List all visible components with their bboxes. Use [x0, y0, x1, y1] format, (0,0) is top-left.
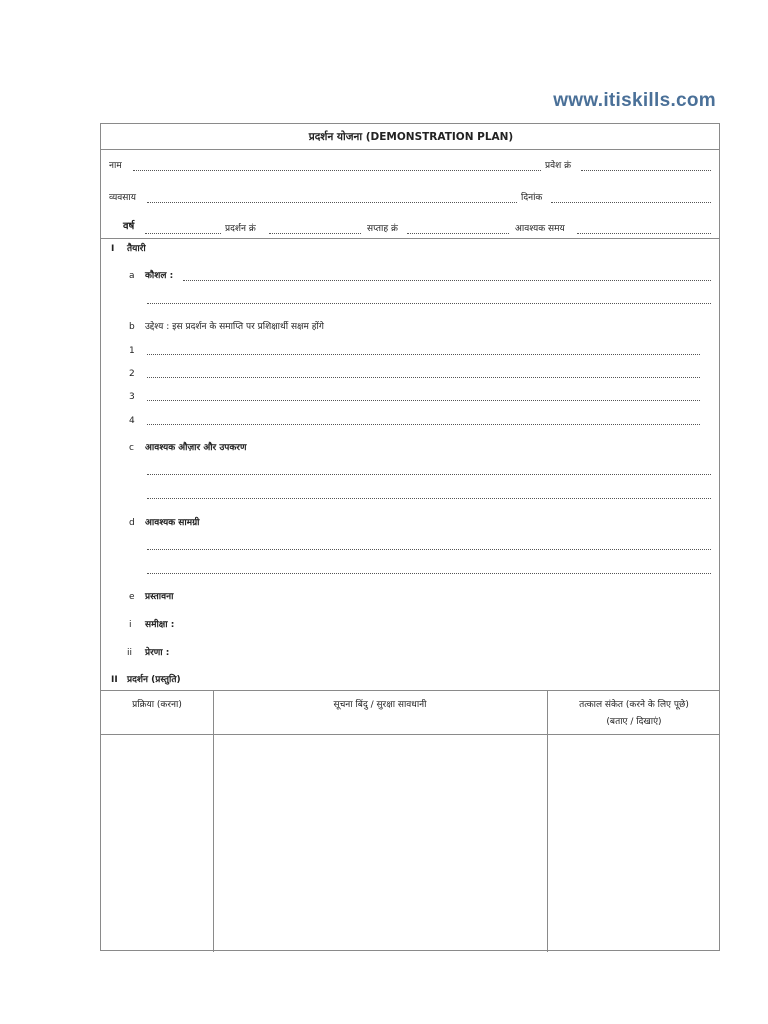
time-field[interactable] — [577, 233, 711, 234]
objective-field-1[interactable] — [147, 354, 700, 355]
objective-number-2: 2 — [129, 369, 135, 379]
week-no-field[interactable] — [407, 233, 509, 234]
demonstration-plan-form — [100, 123, 720, 951]
section-2-heading: प्रदर्शन (प्रस्तुति) — [127, 675, 181, 685]
week-no-label: सप्ताह क्रं — [367, 224, 398, 234]
site-watermark: www.itiskills.com — [553, 90, 716, 111]
year-field[interactable] — [145, 233, 221, 234]
entry-no-label: प्रवेश क्रं — [545, 161, 572, 171]
skill-field-line-2[interactable] — [147, 303, 711, 304]
materials-label: आवश्यक सामग्री — [145, 518, 200, 528]
info-points-column-header: सूचना बिंदु / सुरक्षा सावधानी — [333, 700, 427, 710]
tools-label: आवश्यक औज़ार और उपकरण — [145, 443, 247, 453]
objective-number-1: 1 — [129, 346, 135, 356]
item-d-letter: d — [129, 518, 135, 528]
section-1-number: I — [111, 244, 115, 254]
demo-no-field[interactable] — [269, 233, 361, 234]
entry-no-field[interactable] — [581, 170, 711, 171]
introduction-label: प्रस्तावना — [145, 592, 174, 602]
name-label: नाम — [109, 161, 122, 171]
trade-label: व्यवसाय — [109, 193, 136, 203]
item-c-letter: c — [129, 443, 134, 453]
item-i-letter: i — [129, 620, 132, 630]
year-label: वर्ष — [123, 221, 135, 232]
item-e-letter: e — [129, 592, 135, 602]
cue-cell[interactable] — [548, 735, 720, 951]
date-field[interactable] — [551, 202, 711, 203]
section-1-heading: तैयारी — [127, 244, 146, 254]
objective-field-3[interactable] — [147, 400, 700, 401]
title-divider — [101, 149, 719, 150]
item-b-letter: b — [129, 322, 135, 332]
header-divider — [101, 238, 719, 239]
time-label: आवश्यक समय — [515, 224, 565, 234]
tools-field-2[interactable] — [147, 498, 711, 499]
section-2-number: II — [111, 675, 118, 685]
table-top-border — [101, 690, 719, 691]
motivation-label: प्रेरणा : — [145, 648, 170, 658]
item-ii-letter: ii — [127, 648, 133, 658]
tools-field-1[interactable] — [147, 474, 711, 475]
objective-number-4: 4 — [129, 416, 135, 426]
cue-column-header-line-2: (बताए / दिखाएं) — [606, 717, 662, 727]
demo-no-label: प्रदर्शन क्रं — [225, 224, 256, 234]
process-column-header: प्रक्रिया (करना) — [132, 700, 182, 710]
skill-label: कौशल : — [145, 271, 174, 281]
objective-number-3: 3 — [129, 392, 135, 402]
trade-field[interactable] — [147, 202, 517, 203]
info-points-cell[interactable] — [214, 735, 547, 951]
date-label: दिनांक — [521, 193, 543, 203]
review-label: समीक्षा : — [145, 620, 175, 630]
cue-column-header-line-1: तत्काल संकेत (करने के लिए पूछे) — [579, 700, 689, 710]
form-title: प्रदर्शन योजना (DEMONSTRATION PLAN) — [308, 131, 514, 143]
process-cell[interactable] — [101, 735, 213, 951]
objective-label: उद्देश्य : इस प्रदर्शन के समाप्ति पर प्रशिक्षार्थी सक्षम होंगे — [145, 322, 324, 332]
name-field[interactable] — [133, 170, 541, 171]
objective-field-4[interactable] — [147, 424, 700, 425]
skill-field[interactable] — [183, 280, 711, 281]
item-a-letter: a — [129, 271, 135, 281]
materials-field-2[interactable] — [147, 573, 711, 574]
materials-field-1[interactable] — [147, 549, 711, 550]
objective-field-2[interactable] — [147, 377, 700, 378]
